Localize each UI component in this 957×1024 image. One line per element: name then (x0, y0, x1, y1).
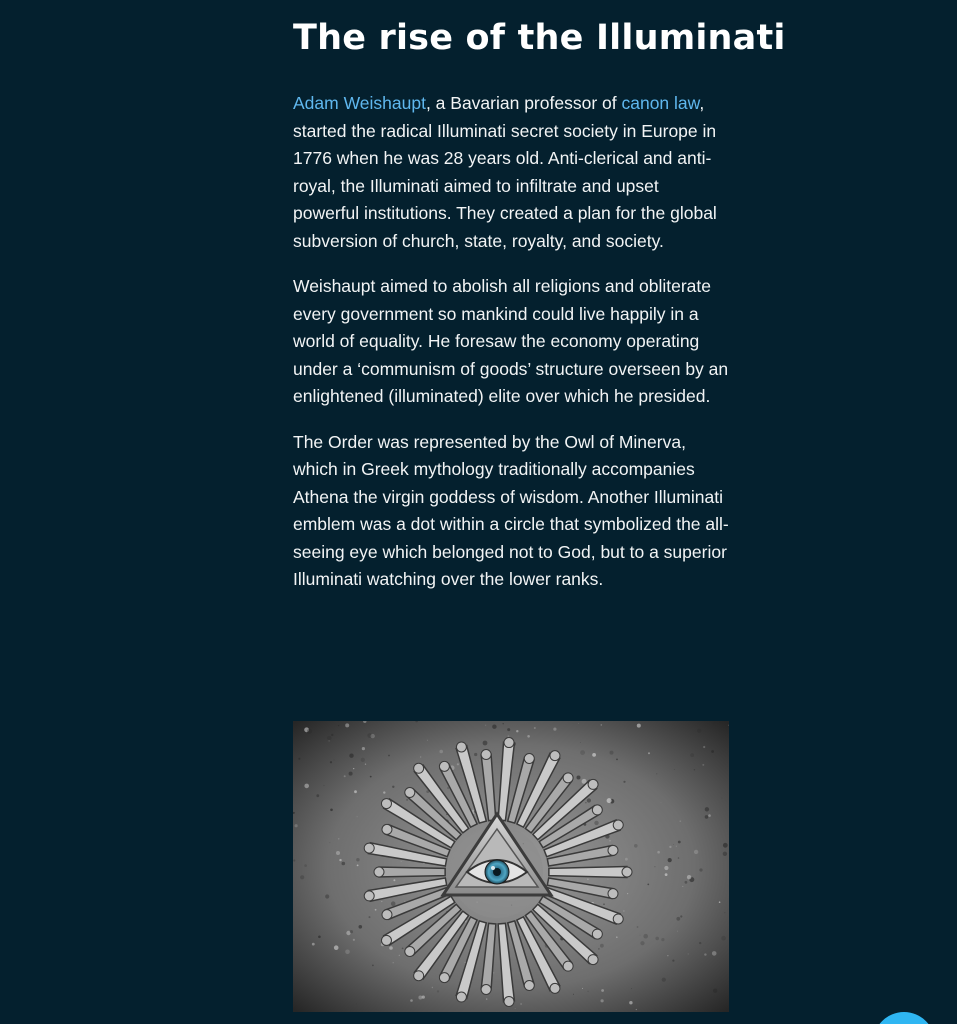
weishaupt-link[interactable]: Adam Weishaupt (293, 93, 426, 113)
paragraph-2: Weishaupt aimed to abolish all religions and obliterate every government so mankind could live happily in a world of equality. He foresaw the economy operating under a ‘communism of goods’ structure overseen by an enlightened (illuminated) elite over which he presided. (293, 276, 729, 406)
paragraph-1-text-2: , started the radical Illuminati secret society in Europe in 1776 when he was 28 years old. Anti-clerical and anti-royal, the Illuminati aimed to infiltrate and upset powerful institutions. They created a plan for the global subversion of church, state, royalty, and society. (293, 93, 717, 251)
floating-action-button[interactable] (873, 1012, 935, 1024)
paragraph-1-text-1: , a Bavarian professor of (425, 93, 622, 113)
paragraph-3: The Order was represented by the Owl of Minerva, which in Greek mythology traditionally accompanies Athena the virgin goddess of wisdom. Another Illuminati emblem was a dot within a circle that symbolized the all-seeing eye which belonged not to God, but to a superior Illuminati watching over the lower ranks. (293, 431, 729, 589)
paragraph-1 (293, 90, 729, 255)
article-title: The rise of the Illuminati (293, 18, 786, 58)
all-seeing-eye-image (293, 721, 729, 1012)
article (293, 14, 786, 594)
all-seeing-eye-illustration (293, 721, 729, 1012)
canon-law-link[interactable]: canon law (621, 93, 700, 113)
